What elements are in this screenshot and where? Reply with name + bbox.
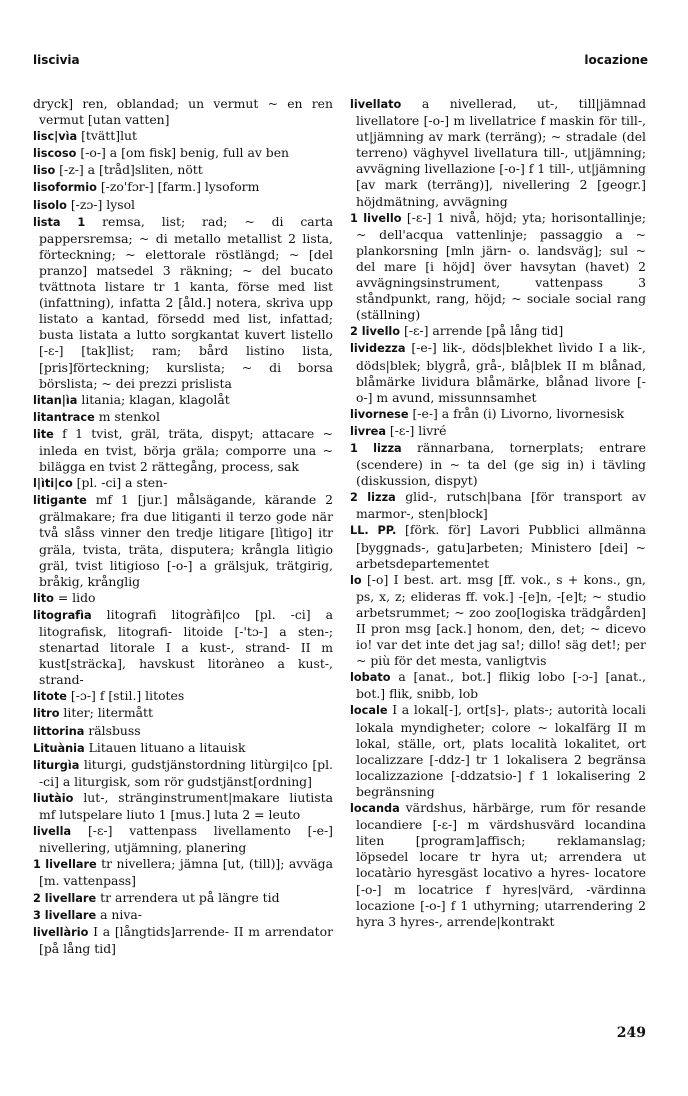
entry-headword: locale: [350, 704, 388, 718]
entry-definition: [-e-] lik-, döds|blekhet lìvido I a lik-, döds|blek; blygrå, grå-, blå|blek II m blånad, blåmärke lividura blåmärke, blånad livore [-o-] m avund, missunnsamhet: [356, 340, 646, 405]
entry-definition: mf 1 [jur.] målsägande, kärande 2 grälmakare; fra due litiganti il terzo gode när två slåss vinner den tredje litigare [lìtigo] itr gräla, tvista, träta, disputera; krångla litìgio gräl, tvist litigioso [-o-] a grälsjuk, trätgirig, bråkig, krånglig: [39, 492, 333, 589]
dictionary-entry: [350, 489, 646, 522]
dictionary-entry: [33, 607, 333, 688]
entry-definition: remsa, list; rad; ~ di carta pappersremsa; ~ di metallo metallist 2 lista, förteckning; ~ elettorale röstlängd; ~ [del pranzo] matsedel 3 räkning; ~ del bucato tvättnota listare tr 1 kanta, förse med list (infattning), infatta 2 [åld.] notera, skriva upp listato a kantad, försedd med list, infattad; busta listata a lutto sorgkantat kuvert listello [-ɛ-] [tak]list; ram; bård listino lista, [pris]förteckning; kurslista; ~ di borsa börslista; ~ dei prezzi prislista: [39, 213, 333, 391]
entry-headword: lisoformio: [33, 181, 97, 195]
entry-definition: m stenkol: [94, 408, 160, 424]
entry-headword: 1 livello: [350, 211, 402, 225]
entry-definition: litografi litogràfi|co [pl. -ci] a litografisk, litografi- litoide [-'tɔ-] a sten-; stenartad litorale I a kust-, strand- II m kust[sträcka], havskust litoràneo a kust-, strand-: [39, 606, 333, 688]
entry-headword: 2 livellare: [33, 891, 97, 905]
entry-headword: livornese: [350, 407, 409, 421]
entry-headword: LL. PP.: [350, 524, 397, 538]
entry-headword: lisc|vìa: [33, 130, 78, 144]
dictionary-entry: [33, 688, 333, 705]
entry-headword: livrea: [350, 424, 386, 438]
entry-definition: I a [långtids]arrende- II m arrendator [på lång tid]: [39, 923, 333, 956]
dictionary-entry: [350, 340, 646, 405]
dictionary-entry: [350, 440, 646, 489]
dictionary-entry: [33, 924, 333, 957]
running-head-right: locazione: [584, 53, 648, 67]
dictionary-entry: [33, 179, 333, 196]
dictionary-entry: [33, 757, 333, 790]
entry-definition: tr arrendera ut på längre tid: [96, 889, 280, 905]
dictionary-entry: [350, 323, 646, 340]
entry-headword: 1 livellare: [33, 858, 97, 872]
dictionary-entry: [33, 856, 333, 889]
dictionary-entry: [33, 475, 333, 492]
entry-headword: 3 livellare: [33, 908, 97, 922]
entry-definition: = lido: [53, 589, 96, 605]
entry-headword: liturgìa: [33, 758, 80, 772]
entry-definition: rälsbuss: [84, 722, 141, 738]
dictionary-entry: [33, 907, 333, 924]
page-number: 249: [616, 1025, 646, 1041]
dictionary-entry: [33, 590, 333, 607]
entry-definition: f 1 tvist, gräl, träta, dispyt; attacare ~ inleda en tvist, börja gräla; comporre una ~ bilägga en tvist 2 rättegång, process, sak: [39, 425, 333, 475]
dictionary-entry: [33, 214, 333, 392]
entry-definition: I a lokal[-], ort[s]-, plats-; autorità locali lokala myndigheter; colore ~ lokalfärg II m lokal, ställe, ort, plats località lokalitet, ort localizzare [-ddz-] tr 1 lokalisera 2 begränsa localizzazione [-ddzatsio-] f 1 lokalisering 2 begränsning: [356, 702, 646, 799]
dictionary-entry: [33, 145, 333, 162]
entry-definition: [-zo'fɔr-] [farm.] lysoform: [96, 179, 260, 195]
dictionary-entry: [350, 572, 646, 670]
entry-headword: Lituània: [33, 741, 85, 755]
entry-headword: 2 livello: [350, 325, 401, 339]
entry-definition: glid-, rutsch|bana [för transport av marmor-, sten|block]: [356, 489, 647, 522]
entry-headword: lista 1: [33, 215, 86, 229]
entry-headword: litan|ìa: [33, 393, 78, 407]
entry-definition: tr nivellera; jämna [ut, (till)]; avväga [m. vattenpass]: [39, 856, 333, 889]
entry-definition: a niva-: [96, 906, 142, 922]
entry-headword: locanda: [350, 802, 400, 816]
dictionary-entry: [33, 197, 333, 214]
entry-headword: lito: [33, 591, 54, 605]
entry-definition: [tvätt]lut: [77, 128, 138, 144]
dictionary-entry: [33, 890, 333, 907]
entry-headword: litantrace: [33, 410, 95, 424]
running-head-left: liscivia: [33, 53, 80, 67]
entry-headword: lite: [33, 427, 54, 441]
entry-definition: [-ɛ-] vattenpass livellamento [-e-] nivellering, utjämning, planering: [39, 823, 333, 856]
left-column: [33, 96, 333, 957]
dictionary-entry: [33, 705, 333, 722]
entry-headword: 2 lizza: [350, 491, 396, 505]
entry-definition: [pl. -ci] a sten-: [72, 475, 168, 491]
dictionary-entry: [33, 790, 333, 823]
entry-headword: lisolo: [33, 198, 67, 212]
dictionary-entry: [350, 423, 646, 440]
entry-headword: litigante: [33, 494, 87, 508]
dictionary-entry: [350, 406, 646, 423]
dictionary-entry: [33, 409, 333, 426]
entry-definition: [-o-] a [om fisk] benig, full av ben: [76, 145, 290, 161]
entry-headword: litro: [33, 707, 60, 721]
entry-headword: liutàio: [33, 791, 74, 805]
entry-definition: [-ɛ-] 1 nivå, höjd; yta; horisontallinje; ~ dell'acqua vattenlinje; passaggio a ~ plankorsning [mln järn- o. landsväg]; sul ~ del mare [i höjd] över havsytan (havet) 2 avvägningsinstrument, vattenpass 3 ståndpunkt, rang, höjd; ~ sociale social rang (ställning): [356, 209, 646, 323]
entry-headword: lo: [350, 573, 362, 587]
dictionary-entry: [33, 128, 333, 145]
entry-definition: litania; klagan, klagolåt: [77, 391, 230, 407]
dictionary-entry: [33, 823, 333, 856]
entry-headword: litografìa: [33, 608, 92, 622]
entry-definition: Litauen lituano a litauisk: [84, 739, 246, 755]
entry-headword: lobato: [350, 671, 391, 685]
dictionary-entry: [33, 723, 333, 740]
dictionary-entry: [350, 702, 646, 800]
entry-definition: liter; litermått: [59, 705, 153, 721]
dictionary-entry: [33, 96, 333, 128]
entry-definition: liturgi, gudstjänstordning litùrgi|co [pl. -ci] a liturgisk, som rör gudstjänst[ordning]: [39, 756, 333, 789]
entry-headword: liscoso: [33, 147, 77, 161]
entry-definition: värdshus, härbärge, rum för resande locandiere [-ɛ-] m värdshusvärd locandina liten [program]affisch; reklamanslag; löpsedel locare tr hyra ut; arrendera ut locatàrio hyresgäst locativo a hyres- locatore [-o-] m locatrice f hyres|värd, -värdinna locazione [-o-] f 1 uthyrning; utarrendering 2 hyra 3 hyres-, arrende|kontrakt: [356, 800, 646, 929]
entry-definition: lut-, stränginstrument|makare liutista mf lutspelare liuto 1 [mus.] luta 2 = leuto: [39, 789, 333, 823]
dictionary-entry: [350, 669, 646, 702]
dictionary-entry: [33, 392, 333, 409]
dictionary-entry: [33, 426, 333, 475]
entry-headword: livellàrio: [33, 925, 89, 939]
dictionary-entry: [33, 162, 333, 179]
entry-definition: [-zɔ-] lysol: [66, 196, 136, 212]
entry-definition: a nivellerad, ut-, till|jämnad livellatore [-o-] m livellatrice f maskin för till-, ut|jämning av mark (terräng); ~ stradale (del terreno) väghyvel livellatura till-, ut|jämning; avvägning livellazione [-o-] f 1 till-, ut|jämning [av mark (terräng)], nivellering 2 [geogr.] höjdmätning, avvägning: [356, 96, 646, 209]
entry-definition: [förk. för] Lavori Pubblici allmänna [byggnads-, gatu]arbeten; Ministero [dei] ~ arbetsdepartementet: [356, 522, 646, 571]
entry-headword: livellato: [350, 98, 402, 111]
entry-headword: 1 lizza: [350, 441, 402, 455]
entry-definition: [-e-] a från (i) Livorno, livornesisk: [408, 405, 625, 421]
dictionary-entry: [33, 492, 333, 590]
entry-definition: [-o] I best. art. msg [ff. vok., s + kons., gn, ps, x, z; elideras ff. vok.] -[e]n, -[e]t; ~ studio arbetsrummet; ~ zoo zoo[logiska trädgården] II pron msg [ack.] honom, den, det; ~ dicevo io! var det inte det jag sa!; dillo! säg det!; per ~ più för det mesta, vanligtvis: [356, 571, 646, 669]
entry-headword: littorina: [33, 724, 85, 738]
entry-definition: [-ɛ-] livré: [385, 422, 447, 438]
dictionary-entry: [350, 800, 646, 930]
dictionary-entry: [350, 210, 646, 324]
entry-definition: rännarbana, tornerplats; entrare (scendere) in ~ ta del (ge sig in) i tävling (diskussion, dispyt): [356, 439, 646, 489]
dictionary-entry: [350, 522, 646, 571]
entry-definition: [-z-] a [tråd]sliten, nött: [55, 162, 203, 178]
entry-headword: lividezza: [350, 342, 406, 356]
entry-headword: liso: [33, 164, 56, 178]
entry-headword: l|ìti|co: [33, 477, 73, 491]
right-column: [350, 96, 646, 930]
entry-headword: livella: [33, 825, 72, 839]
entry-definition: [-ɔ-] f [stil.] litotes: [66, 688, 185, 704]
dictionary-entry: [33, 740, 333, 757]
entry-headword: litote: [33, 690, 67, 704]
entry-definition: a [anat., bot.] flikig lobo [-ɔ-] [anat., bot.] flik, snibb, lob: [356, 669, 646, 702]
entry-definition: [-ɛ-] arrende [på lång tid]: [400, 323, 564, 339]
dictionary-entry: [350, 96, 646, 210]
entry-definition: dryck] ren, oblandad; un vermut ~ en ren vermut [utan vatten]: [33, 96, 333, 128]
